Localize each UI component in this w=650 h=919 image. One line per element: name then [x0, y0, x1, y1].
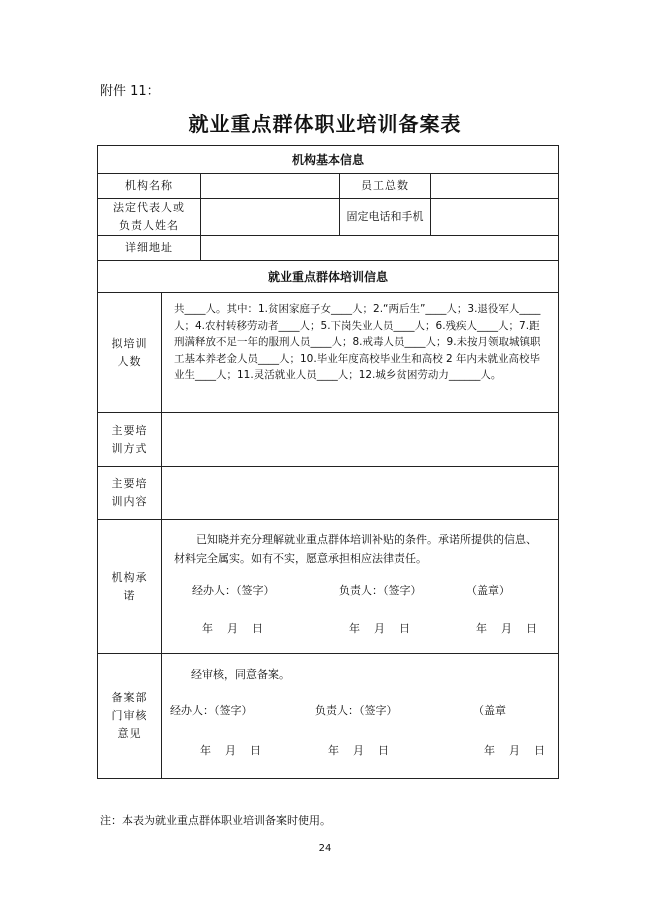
- commitment-date-2: 年 月 日: [349, 622, 410, 635]
- commitment-handler-sign[interactable]: 经办人：（签字）: [192, 584, 275, 597]
- footnote: 注：本表为就业重点群体职业培训备案时使用。: [100, 814, 331, 827]
- content-label: 主要培训内容: [111, 477, 148, 508]
- commitment-label: 机构承诺: [111, 570, 148, 602]
- commitment-field: [161, 520, 558, 653]
- row-org-name: [98, 173, 558, 198]
- row-trainees: [98, 292, 558, 412]
- section-title-training: 就业重点群体培训信息: [267, 269, 388, 284]
- section-header-basic: [98, 146, 558, 173]
- trainees-label: 拟培训人数: [111, 336, 148, 368]
- row-content: [98, 466, 558, 519]
- review-date-3: 年 月 日: [484, 744, 545, 757]
- review-responsible-sign[interactable]: 负责人：（签字）: [315, 704, 398, 717]
- review-sign-row: [170, 702, 550, 720]
- row-legal-rep: [98, 198, 558, 235]
- content-field[interactable]: [161, 467, 558, 519]
- row-review: [98, 653, 558, 778]
- org-name-label: 机构名称: [125, 179, 173, 192]
- commitment-seal[interactable]: （盖章）: [466, 584, 510, 597]
- review-label: 备案部门审核意见: [111, 691, 148, 740]
- form-title: 就业重点群体职业培训备案表: [188, 112, 462, 136]
- section-title-basic: 机构基本信息: [291, 152, 364, 167]
- review-handler-sign[interactable]: 经办人：（签字）: [170, 704, 253, 717]
- attachment-label: 附件 11：: [100, 84, 160, 99]
- review-date-row: [170, 742, 550, 760]
- commitment-sign-row: [174, 582, 546, 600]
- commitment-date-3: 年 月 日: [476, 622, 537, 635]
- row-method: [98, 412, 558, 466]
- legal-rep-label: 法定代表人或负责人姓名: [113, 201, 185, 232]
- phone-field[interactable]: [430, 199, 558, 235]
- page-number: 24: [318, 843, 332, 854]
- staff-total-label: 员工总数: [339, 174, 430, 198]
- commitment-date-row: [174, 620, 546, 638]
- method-field[interactable]: [161, 413, 558, 466]
- row-address: [98, 235, 558, 260]
- commitment-responsible-sign[interactable]: 负责人：（签字）: [339, 584, 422, 597]
- commitment-text: 已知晓并充分理解就业重点群体培训补贴的条件。承诺所提供的信息、材料完全属实。如有不实，愿意承担相应法律责任。: [174, 533, 537, 565]
- trainees-field[interactable]: 共____人。其中：1.贫困家庭子女____人；2.“两后生”____人；3.退役军人____人；4.农村转移劳动者____人；5.下岗失业人员____人；6.残疾人____人；7.距刑满释放不足一年的服刑人员____人；8.戒毒人员____人；9.未按月领取城镇职工基本养老金人员____人；10.毕业年度高校毕业生和高校 2 年内未就业高校毕业生____人；11.灵活就业人员____人；12.城乡贫困劳动力______人。: [161, 293, 558, 412]
- review-date-2: 年 月 日: [328, 744, 389, 757]
- review-text: 经审核，同意备案。: [191, 668, 290, 681]
- phone-label: 固定电话和手机: [339, 199, 430, 235]
- filing-form-table: [97, 145, 559, 779]
- review-seal[interactable]: （盖章: [473, 704, 506, 717]
- review-field: [161, 654, 558, 778]
- org-name-field[interactable]: [200, 174, 339, 198]
- legal-rep-field[interactable]: [200, 199, 339, 235]
- row-commitment: [98, 519, 558, 653]
- address-label: 详细地址: [125, 241, 173, 254]
- commitment-date-1: 年 月 日: [202, 622, 263, 635]
- method-label: 主要培训方式: [111, 423, 148, 455]
- review-date-1: 年 月 日: [200, 744, 261, 757]
- address-field[interactable]: [200, 236, 558, 260]
- staff-total-field[interactable]: [430, 174, 558, 198]
- section-header-training: [98, 260, 558, 292]
